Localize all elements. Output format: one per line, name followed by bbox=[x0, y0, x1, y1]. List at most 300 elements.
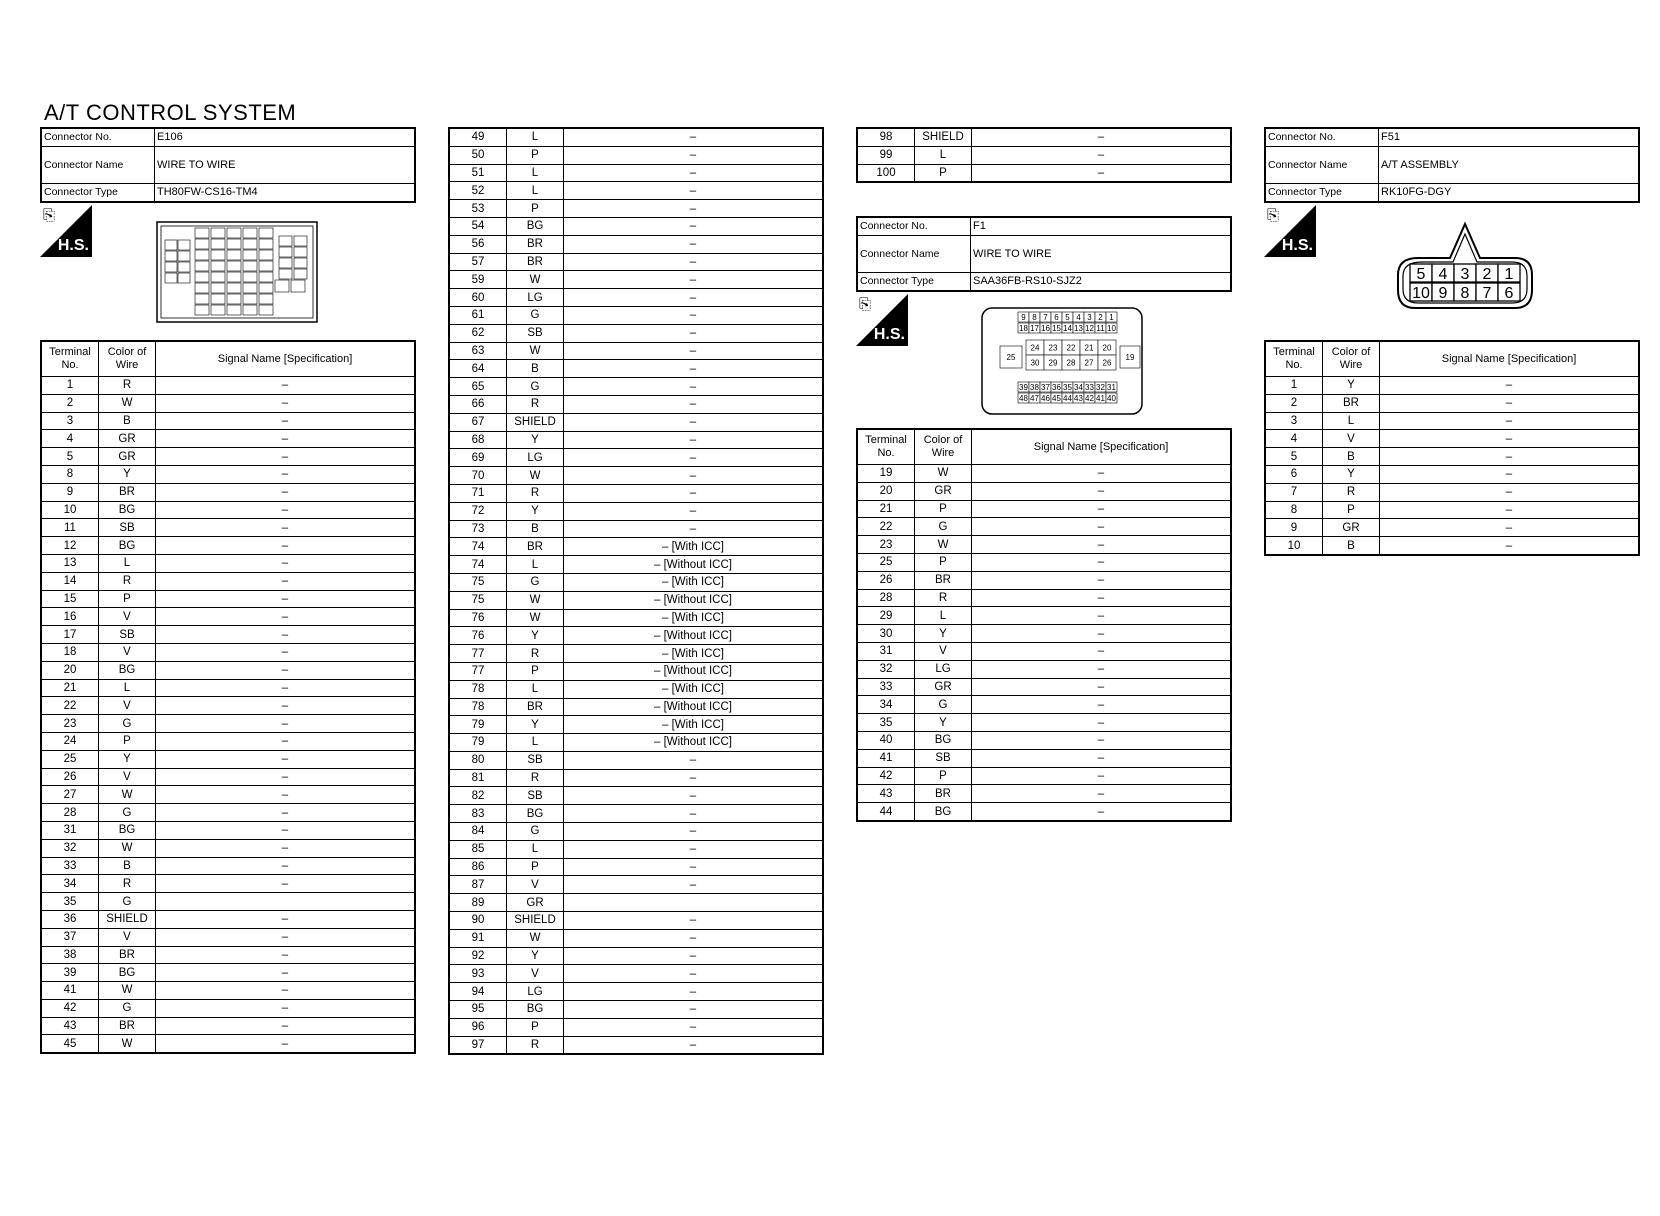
wire-color-cell: R bbox=[507, 395, 564, 413]
table-row bbox=[41, 946, 415, 964]
signal-name-cell: – bbox=[564, 360, 824, 378]
table-row bbox=[857, 714, 1231, 732]
signal-name-cell: – bbox=[156, 821, 416, 839]
signal-name-cell: – bbox=[972, 500, 1232, 518]
terminal-no-cell: 1 bbox=[41, 377, 99, 395]
terminal-no-cell: 19 bbox=[857, 465, 915, 483]
terminal-no-cell: 23 bbox=[857, 536, 915, 554]
signal-name-cell: – bbox=[972, 164, 1232, 182]
f51-info-block bbox=[1264, 127, 1640, 203]
table-row bbox=[41, 821, 415, 839]
signal-name-cell: – bbox=[564, 253, 824, 271]
terminal-no-cell: 33 bbox=[41, 857, 99, 875]
wire-color-cell: BR bbox=[915, 785, 972, 803]
terminal-no-cell: 39 bbox=[41, 964, 99, 982]
pin-number: 44 bbox=[1063, 394, 1072, 403]
signal-name-cell: – bbox=[972, 714, 1232, 732]
terminal-no-cell: 79 bbox=[449, 734, 507, 752]
signal-name-cell: – bbox=[156, 999, 416, 1017]
table-row bbox=[41, 430, 415, 448]
e106-terminal-table-3 bbox=[856, 127, 1232, 183]
e106-connector-name: WIRE TO WIRE bbox=[155, 146, 416, 183]
f1-connector-diagram bbox=[980, 306, 1145, 418]
wire-color-cell: R bbox=[507, 645, 564, 663]
terminal-no-cell: 54 bbox=[449, 217, 507, 235]
terminal-no-cell: 62 bbox=[449, 324, 507, 342]
pin-number: 1 bbox=[1109, 313, 1114, 322]
pin-number: 41 bbox=[1096, 394, 1105, 403]
table-row bbox=[449, 751, 823, 769]
table-row bbox=[449, 929, 823, 947]
terminal-no-cell: 63 bbox=[449, 342, 507, 360]
signal-name-cell: – bbox=[564, 1001, 824, 1019]
signal-name-cell: – bbox=[564, 467, 824, 485]
signal-name-cell: – [With ICC] bbox=[564, 645, 824, 663]
table-row bbox=[41, 501, 415, 519]
pin-number: 9 bbox=[1021, 313, 1026, 322]
table-row bbox=[41, 732, 415, 750]
terminal-no-cell: 75 bbox=[449, 591, 507, 609]
signal-name-cell: – bbox=[972, 696, 1232, 714]
table-row bbox=[449, 538, 823, 556]
table-row bbox=[449, 449, 823, 467]
signal-name-cell: – [Without ICC] bbox=[564, 627, 824, 645]
wire-color-cell: Y bbox=[507, 502, 564, 520]
table-row bbox=[1265, 412, 1639, 430]
wire-color-cell: BR bbox=[507, 538, 564, 556]
table-row bbox=[1265, 519, 1639, 537]
wire-color-cell: W bbox=[99, 1035, 156, 1053]
connector-plug-icon: ⎘ bbox=[859, 296, 872, 313]
terminal-no-cell: 22 bbox=[41, 697, 99, 715]
signal-name-cell: – bbox=[564, 306, 824, 324]
pin-number: 14 bbox=[1063, 324, 1072, 333]
table-row bbox=[41, 394, 415, 412]
table-row bbox=[449, 627, 823, 645]
signal-name-cell: – bbox=[972, 465, 1232, 483]
hs-harness-side-icon: ⎘ H.S. bbox=[40, 205, 92, 257]
table-row bbox=[449, 520, 823, 538]
wire-color-cell: L bbox=[99, 679, 156, 697]
wire-color-cell: Y bbox=[1323, 377, 1380, 395]
wire-color-cell: Y bbox=[507, 431, 564, 449]
terminal-no-cell: 70 bbox=[449, 467, 507, 485]
connector-no-label: Connector No. bbox=[1265, 128, 1379, 146]
terminal-no-cell: 76 bbox=[449, 627, 507, 645]
signal-name-cell: – bbox=[564, 751, 824, 769]
wire-color-cell: P bbox=[99, 590, 156, 608]
table-row bbox=[449, 823, 823, 841]
terminal-no-cell: 32 bbox=[857, 660, 915, 678]
signal-name-cell: – bbox=[156, 750, 416, 768]
wire-color-cell: R bbox=[99, 875, 156, 893]
signal-name-cell: – bbox=[156, 501, 416, 519]
terminal-no-cell: 80 bbox=[449, 751, 507, 769]
signal-name-cell: – bbox=[972, 678, 1232, 696]
terminal-no-cell: 2 bbox=[1265, 394, 1323, 412]
pin-number: 16 bbox=[1041, 324, 1050, 333]
wire-color-cell: W bbox=[507, 609, 564, 627]
wire-color-cell: SHIELD bbox=[507, 413, 564, 431]
pin-number: 2 bbox=[1482, 266, 1492, 283]
table-row bbox=[41, 608, 415, 626]
table-row bbox=[41, 786, 415, 804]
pin-number: 6 bbox=[1054, 313, 1059, 322]
terminal-no-cell: 85 bbox=[449, 840, 507, 858]
terminal-no-cell: 41 bbox=[857, 749, 915, 767]
pin-number: 48 bbox=[1019, 394, 1028, 403]
table-row bbox=[449, 431, 823, 449]
table-row bbox=[449, 128, 823, 146]
wire-color-cell: BR bbox=[915, 571, 972, 589]
signal-name-cell: – bbox=[156, 554, 416, 572]
pin-number: 2 bbox=[1098, 313, 1103, 322]
signal-name-cell: – bbox=[1380, 519, 1640, 537]
color-of-wire-header: Color of Wire bbox=[915, 429, 972, 465]
wire-color-cell: L bbox=[507, 182, 564, 200]
table-row bbox=[41, 412, 415, 430]
terminal-no-cell: 94 bbox=[449, 983, 507, 1001]
table-row bbox=[41, 572, 415, 590]
terminal-no-cell: 87 bbox=[449, 876, 507, 894]
table-row bbox=[449, 680, 823, 698]
terminal-no-cell: 37 bbox=[41, 928, 99, 946]
pin-number: 8 bbox=[1032, 313, 1037, 322]
terminal-no-cell: 56 bbox=[449, 235, 507, 253]
table-row bbox=[41, 750, 415, 768]
pin-number: 25 bbox=[1006, 353, 1016, 362]
table-row bbox=[1265, 430, 1639, 448]
table-row bbox=[449, 983, 823, 1001]
wire-color-cell: R bbox=[99, 377, 156, 395]
terminal-no-cell: 43 bbox=[857, 785, 915, 803]
signal-name-cell bbox=[564, 894, 824, 912]
wire-color-cell: SHIELD bbox=[507, 912, 564, 930]
wire-color-cell: LG bbox=[507, 289, 564, 307]
signal-name-cell: – bbox=[156, 483, 416, 501]
wire-color-cell: Y bbox=[99, 750, 156, 768]
wire-color-cell: R bbox=[1323, 483, 1380, 501]
connector-type-label: Connector Type bbox=[857, 272, 971, 290]
signal-name-cell: – bbox=[564, 271, 824, 289]
f1-terminal-table bbox=[856, 428, 1232, 822]
wire-color-cell: BG bbox=[99, 537, 156, 555]
pin-number: 42 bbox=[1085, 394, 1094, 403]
table-row bbox=[1265, 465, 1639, 483]
table-row bbox=[449, 467, 823, 485]
pin-number: 47 bbox=[1030, 394, 1039, 403]
wire-color-cell: BG bbox=[99, 821, 156, 839]
terminal-no-cell: 28 bbox=[41, 804, 99, 822]
signal-name-cell: – bbox=[564, 769, 824, 787]
signal-name-cell: – bbox=[564, 947, 824, 965]
signal-name-cell: – [Without ICC] bbox=[564, 734, 824, 752]
terminal-no-cell: 65 bbox=[449, 378, 507, 396]
table-row bbox=[857, 571, 1231, 589]
signal-name-cell: – bbox=[564, 929, 824, 947]
table-row bbox=[449, 413, 823, 431]
terminal-no-cell: 97 bbox=[449, 1036, 507, 1054]
signal-name-cell: – bbox=[564, 805, 824, 823]
terminal-no-cell: 10 bbox=[41, 501, 99, 519]
signal-name-cell: – bbox=[564, 217, 824, 235]
table-row bbox=[1265, 377, 1639, 395]
wire-color-cell: W bbox=[507, 271, 564, 289]
signal-name-cell: – bbox=[156, 857, 416, 875]
wire-color-cell: L bbox=[507, 680, 564, 698]
table-row bbox=[449, 645, 823, 663]
signal-name-cell: – bbox=[156, 1017, 416, 1035]
table-row bbox=[857, 146, 1231, 164]
table-row bbox=[857, 607, 1231, 625]
wire-color-cell: SB bbox=[507, 324, 564, 342]
wire-color-cell: B bbox=[507, 520, 564, 538]
pin-number: 28 bbox=[1066, 358, 1076, 368]
signal-name-cell: – bbox=[564, 146, 824, 164]
pin-number: 46 bbox=[1041, 394, 1050, 403]
signal-name-cell: – bbox=[1380, 537, 1640, 555]
pin-number: 5 bbox=[1416, 266, 1426, 283]
terminal-no-cell: 20 bbox=[41, 661, 99, 679]
table-row bbox=[449, 271, 823, 289]
wire-color-cell: P bbox=[507, 146, 564, 164]
pin-number: 10 bbox=[1107, 324, 1116, 333]
table-row bbox=[449, 164, 823, 182]
terminal-no-cell: 15 bbox=[41, 590, 99, 608]
signal-name-cell: – bbox=[156, 661, 416, 679]
signal-name-cell: – bbox=[1380, 377, 1640, 395]
e106-terminal-table-2 bbox=[448, 127, 824, 1055]
wire-color-cell: W bbox=[99, 982, 156, 1000]
terminal-no-cell: 57 bbox=[449, 253, 507, 271]
pin-number: 20 bbox=[1102, 343, 1112, 353]
wire-color-cell: B bbox=[1323, 448, 1380, 466]
signal-name-cell: – bbox=[972, 731, 1232, 749]
table-row bbox=[449, 395, 823, 413]
signal-name-cell: – [With ICC] bbox=[564, 680, 824, 698]
wire-color-cell: W bbox=[507, 342, 564, 360]
wire-color-cell: Y bbox=[99, 465, 156, 483]
signal-name-cell: – bbox=[564, 912, 824, 930]
table-row bbox=[449, 912, 823, 930]
signal-name-cell: – bbox=[564, 324, 824, 342]
pin-number: 13 bbox=[1074, 324, 1083, 333]
table-row bbox=[449, 573, 823, 591]
signal-name-cell: – bbox=[1380, 394, 1640, 412]
terminal-no-cell: 27 bbox=[41, 786, 99, 804]
signal-name-cell: – bbox=[972, 589, 1232, 607]
table-row bbox=[41, 448, 415, 466]
terminal-no-cell: 4 bbox=[41, 430, 99, 448]
wire-color-cell: G bbox=[915, 518, 972, 536]
f51-terminal-table bbox=[1264, 340, 1640, 556]
signal-name-cell: – bbox=[564, 858, 824, 876]
table-row bbox=[41, 661, 415, 679]
table-row bbox=[41, 590, 415, 608]
terminal-no-cell: 96 bbox=[449, 1018, 507, 1036]
table-row bbox=[41, 554, 415, 572]
wire-color-cell: G bbox=[915, 696, 972, 714]
table-row bbox=[857, 465, 1231, 483]
terminal-no-cell: 6 bbox=[1265, 465, 1323, 483]
signal-name-cell: – [Without ICC] bbox=[564, 698, 824, 716]
wire-color-cell: R bbox=[507, 1036, 564, 1054]
terminal-no-cell: 77 bbox=[449, 645, 507, 663]
wire-color-cell: BG bbox=[507, 1001, 564, 1019]
pin-number: 27 bbox=[1084, 358, 1094, 368]
signal-name-cell: – bbox=[972, 536, 1232, 554]
table-row bbox=[41, 377, 415, 395]
terminal-no-cell: 86 bbox=[449, 858, 507, 876]
signal-name-cell: – bbox=[156, 448, 416, 466]
terminal-no-cell: 42 bbox=[857, 767, 915, 785]
terminal-no-cell: 66 bbox=[449, 395, 507, 413]
table-row bbox=[41, 999, 415, 1017]
table-row bbox=[1265, 448, 1639, 466]
wire-color-cell: W bbox=[99, 786, 156, 804]
signal-name-cell: – bbox=[972, 660, 1232, 678]
terminal-no-cell: 36 bbox=[41, 910, 99, 928]
pin-number: 38 bbox=[1030, 383, 1039, 392]
signal-name-cell: – bbox=[156, 1035, 416, 1053]
pin-number: 18 bbox=[1019, 324, 1028, 333]
signal-name-cell: – bbox=[156, 519, 416, 537]
terminal-no-cell: 13 bbox=[41, 554, 99, 572]
pin-number: 7 bbox=[1482, 285, 1492, 302]
color-of-wire-header: Color of Wire bbox=[1323, 341, 1380, 377]
wire-color-cell: W bbox=[507, 929, 564, 947]
pin-number: 5 bbox=[1065, 313, 1070, 322]
table-row bbox=[41, 626, 415, 644]
connector-type-label: Connector Type bbox=[1265, 183, 1379, 201]
terminal-no-cell: 30 bbox=[857, 625, 915, 643]
terminal-no-cell: 5 bbox=[1265, 448, 1323, 466]
signal-name-cell: – bbox=[564, 200, 824, 218]
e106-terminal-table-1 bbox=[40, 340, 416, 1054]
table-row bbox=[449, 200, 823, 218]
terminal-no-cell: 40 bbox=[857, 731, 915, 749]
wire-color-cell: L bbox=[507, 734, 564, 752]
table-row bbox=[857, 482, 1231, 500]
wire-color-cell: P bbox=[915, 553, 972, 571]
signal-name-cell: – bbox=[564, 378, 824, 396]
signal-name-cell: – bbox=[1380, 501, 1640, 519]
table-row bbox=[857, 767, 1231, 785]
signal-name-cell: – bbox=[564, 1018, 824, 1036]
table-row bbox=[449, 182, 823, 200]
connector-name-label: Connector Name bbox=[857, 235, 971, 272]
signal-name-cell: – bbox=[972, 767, 1232, 785]
table-row bbox=[449, 591, 823, 609]
signal-name-cell: – bbox=[156, 537, 416, 555]
wire-color-cell: G bbox=[99, 804, 156, 822]
wire-color-cell: V bbox=[507, 876, 564, 894]
pin-number: 37 bbox=[1041, 383, 1050, 392]
wire-color-cell: BR bbox=[1323, 394, 1380, 412]
f1-info-block bbox=[856, 216, 1232, 292]
signal-name-cell: – bbox=[972, 625, 1232, 643]
pin-number: 36 bbox=[1052, 383, 1061, 392]
terminal-no-cell: 81 bbox=[449, 769, 507, 787]
signal-name-cell: – bbox=[972, 146, 1232, 164]
terminal-no-cell: 8 bbox=[41, 465, 99, 483]
signal-name-cell: – bbox=[156, 982, 416, 1000]
table-row bbox=[857, 785, 1231, 803]
table-row bbox=[1265, 501, 1639, 519]
wire-color-cell: BR bbox=[99, 483, 156, 501]
terminal-no-cell: 34 bbox=[41, 875, 99, 893]
signal-name-cell: – [With ICC] bbox=[564, 716, 824, 734]
wire-color-cell: R bbox=[507, 484, 564, 502]
pin-number: 29 bbox=[1048, 358, 1058, 368]
signal-name-cell: – bbox=[972, 785, 1232, 803]
terminal-no-cell: 34 bbox=[857, 696, 915, 714]
table-row bbox=[857, 678, 1231, 696]
terminal-no-cell: 82 bbox=[449, 787, 507, 805]
terminal-no-cell: 31 bbox=[41, 821, 99, 839]
terminal-no-cell: 3 bbox=[41, 412, 99, 430]
wire-color-cell: Y bbox=[507, 627, 564, 645]
signal-name-cell: – bbox=[1380, 483, 1640, 501]
wire-color-cell: W bbox=[915, 465, 972, 483]
e106-connector-no: E106 bbox=[155, 128, 416, 146]
wire-color-cell: SB bbox=[507, 787, 564, 805]
terminal-no-cell: 77 bbox=[449, 662, 507, 680]
wire-color-cell: GR bbox=[915, 678, 972, 696]
terminal-no-cell: 89 bbox=[449, 894, 507, 912]
terminal-no-cell: 73 bbox=[449, 520, 507, 538]
signal-name-cell: – bbox=[156, 643, 416, 661]
terminal-no-cell: 23 bbox=[41, 715, 99, 733]
pin-number: 6 bbox=[1504, 285, 1514, 302]
signal-name-cell: – [With ICC] bbox=[564, 609, 824, 627]
terminal-no-cell: 69 bbox=[449, 449, 507, 467]
wire-color-cell: BR bbox=[507, 253, 564, 271]
terminal-no-cell: 84 bbox=[449, 823, 507, 841]
terminal-no-cell: 24 bbox=[41, 732, 99, 750]
terminal-no-cell: 93 bbox=[449, 965, 507, 983]
signal-name-cell: – bbox=[1380, 430, 1640, 448]
terminal-no-cell: 100 bbox=[857, 164, 915, 182]
signal-name-cell: – bbox=[564, 342, 824, 360]
f1-connector-no: F1 bbox=[971, 217, 1232, 235]
wire-color-cell: P bbox=[507, 200, 564, 218]
pin-number: 31 bbox=[1107, 383, 1116, 392]
terminal-no-cell: 22 bbox=[857, 518, 915, 536]
signal-name-cell: – [Without ICC] bbox=[564, 556, 824, 574]
table-row bbox=[857, 749, 1231, 767]
terminal-no-cell: 44 bbox=[857, 803, 915, 821]
wire-color-cell: V bbox=[1323, 430, 1380, 448]
terminal-no-cell: 64 bbox=[449, 360, 507, 378]
terminal-no-cell: 75 bbox=[449, 573, 507, 591]
table-row bbox=[449, 484, 823, 502]
terminal-no-cell: 43 bbox=[41, 1017, 99, 1035]
table-row bbox=[449, 1036, 823, 1054]
pin-number: 12 bbox=[1085, 324, 1094, 333]
table-row bbox=[41, 483, 415, 501]
wire-color-cell: BR bbox=[507, 698, 564, 716]
table-row bbox=[449, 840, 823, 858]
table-row bbox=[41, 910, 415, 928]
wire-color-cell: R bbox=[99, 572, 156, 590]
signal-name-cell: – bbox=[156, 679, 416, 697]
wire-color-cell: SB bbox=[507, 751, 564, 769]
terminal-no-cell: 32 bbox=[41, 839, 99, 857]
table-row bbox=[449, 556, 823, 574]
signal-name-cell: – bbox=[156, 412, 416, 430]
wire-color-cell: L bbox=[507, 128, 564, 146]
